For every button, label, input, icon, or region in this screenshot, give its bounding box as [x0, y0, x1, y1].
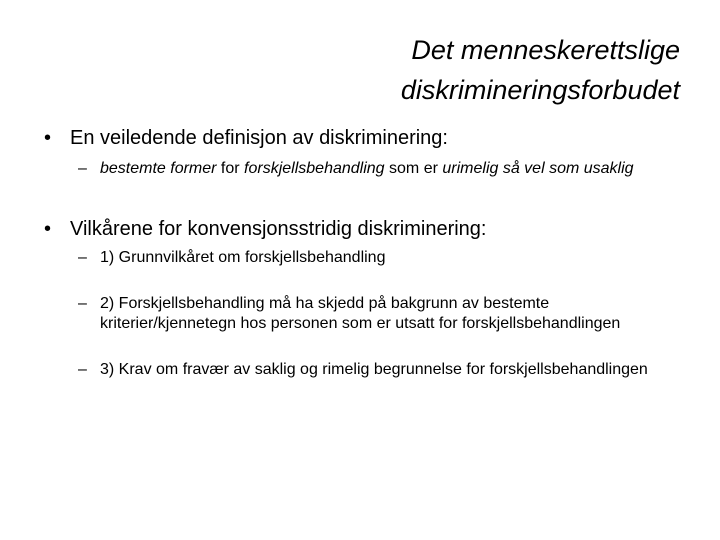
- slide-title-line-2: diskrimineringsforbudet: [400, 75, 680, 105]
- sub-bullet-definition: [44, 159, 684, 179]
- bullet-definition: [44, 126, 684, 150]
- sub-bullet-condition-2: [44, 294, 684, 334]
- slide-title-line-1: Det menneskerettslige: [411, 35, 680, 65]
- sub-bullet-text: 2) Forskjellsbehandling må ha skjedd på bakgrunn av bestemte kriterier/kjennetegn hos personen som er utsatt for forskjellsbehandlingen: [100, 295, 621, 332]
- sub-bullet-marker: –: [78, 160, 87, 177]
- bullet-marker: •: [44, 218, 52, 240]
- bullet-marker: •: [44, 127, 52, 149]
- bullet-conditions: [44, 217, 684, 241]
- sub-bullet-marker: –: [78, 249, 87, 266]
- definition-emphasis-3: urimelig så vel som usaklig: [442, 160, 634, 177]
- bullet-list: [44, 126, 684, 380]
- sub-bullet-condition-3: [44, 360, 684, 380]
- sub-bullet-marker: –: [78, 361, 87, 378]
- definition-text-1: for: [216, 160, 245, 177]
- sub-bullet-text: 1) Grunnvilkåret om forskjellsbehandling: [100, 249, 386, 266]
- sub-bullet-text: 3) Krav om fravær av saklig og rimelig begrunnelse for forskjellsbehandlingen: [100, 361, 648, 378]
- slide-title: [120, 30, 680, 110]
- definition-text-2: som er: [384, 160, 443, 177]
- sub-bullet-condition-1: [44, 248, 684, 268]
- bullet-text: Vilkårene for konvensjonsstridig diskriminering:: [70, 218, 487, 240]
- sub-bullet-marker: –: [78, 295, 87, 312]
- bullet-text: En veiledende definisjon av diskriminering:: [70, 127, 448, 149]
- definition-emphasis-2: forskjellsbehandling: [244, 160, 385, 177]
- definition-emphasis-1: bestemte former: [100, 160, 217, 177]
